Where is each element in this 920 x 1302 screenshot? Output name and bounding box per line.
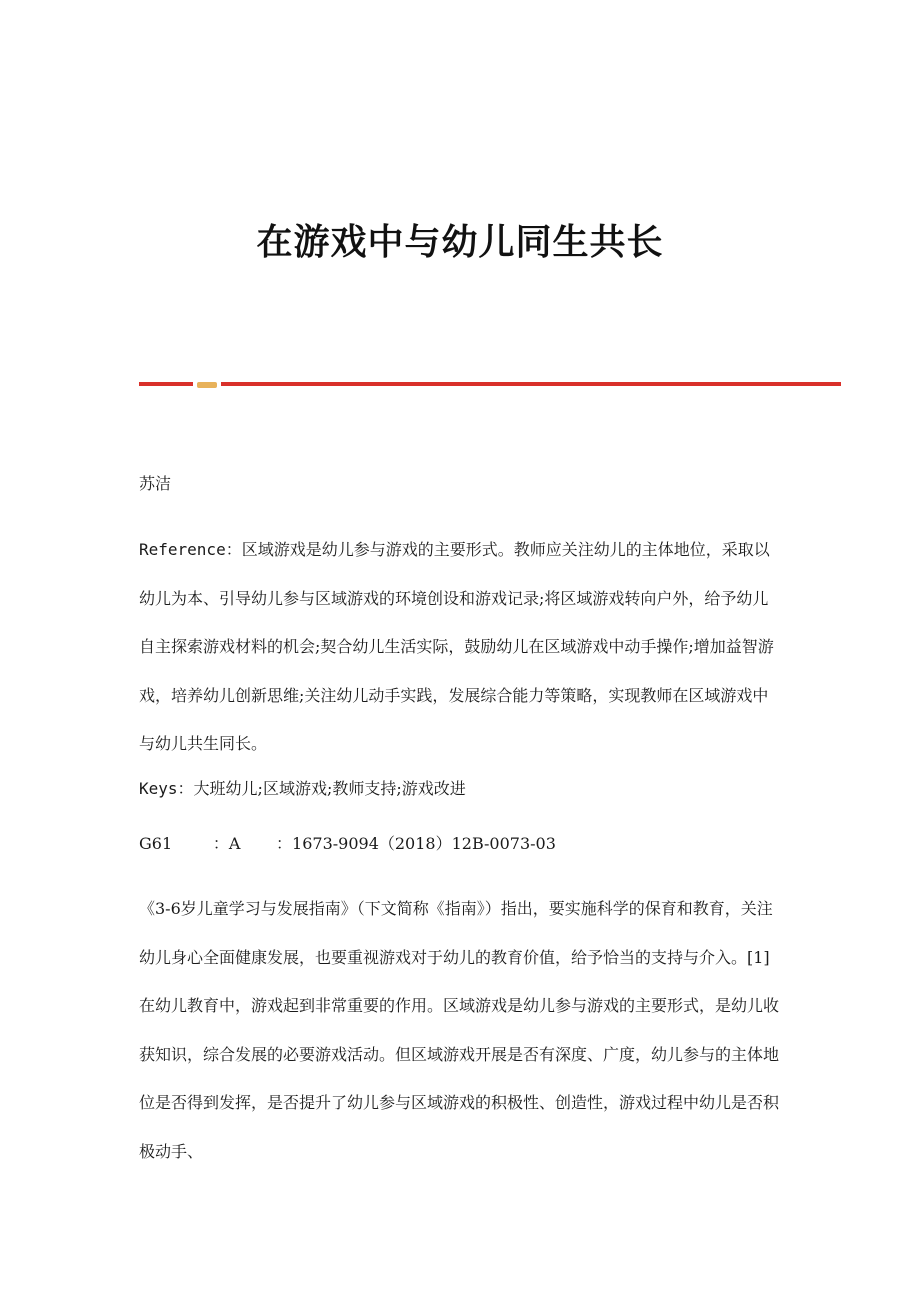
article-id: 1673-9094（2018）12B-0073-03 [292, 834, 556, 853]
keywords-separator: ： [177, 779, 194, 798]
divider-ornament-icon [197, 382, 217, 388]
clc-number: G61 [139, 834, 173, 853]
title-divider [139, 380, 841, 388]
divider-right-segment [221, 382, 841, 386]
abstract-label: Reference [139, 540, 226, 559]
article-id-separator: ： [276, 834, 293, 853]
keywords-label: Keys [139, 779, 178, 798]
classification-line [139, 830, 784, 858]
keywords-text: 大班幼儿;区域游戏;教师支持;游戏改进 [193, 779, 466, 798]
abstract-text: 区域游戏是幼儿参与游戏的主要形式。教师应关注幼儿的主体地位，采取以幼儿为本、引导幼儿参与区域游戏的环境创设和游戏记录;将区域游戏转向户外，给予幼儿自主探索游戏材料的机会;契合幼儿生活实际，鼓励幼儿在区域游戏中动手操作;增加益智游戏，培养幼儿创新思维;关注幼儿动手实践，发展综合能力等策略，实现教师在区域游戏中与幼儿共生同长。 [139, 540, 774, 754]
abstract-paragraph [139, 526, 784, 769]
author-name: 苏洁 [139, 474, 172, 493]
abstract-separator: ： [225, 540, 242, 559]
divider-left-segment [139, 382, 193, 386]
doc-code: A [228, 834, 241, 853]
document-title: 在游戏中与幼儿同生共长 [256, 221, 664, 263]
keywords-paragraph [139, 775, 784, 803]
intro-paragraph: 《3-6岁儿童学习与发展指南》（下文简称《指南》）指出，要实施科学的保育和教育，关注幼儿身心全面健康发展，也要重视游戏对于幼儿的教育价值，给予恰当的支持与介入。[1]在幼儿教育中，游戏起到非常重要的作用。区域游戏是幼儿参与游戏的主要形式，是幼儿收获知识，综合发展的必要游戏活动。但区域游戏开展是否有深度、广度，幼儿参与的主体地位是否得到发挥，是否提升了幼儿参与区域游戏的积极性、创造性，游戏过程中幼儿是否积极动手、 [139, 899, 780, 1161]
doc-code-separator: ： [212, 834, 229, 853]
